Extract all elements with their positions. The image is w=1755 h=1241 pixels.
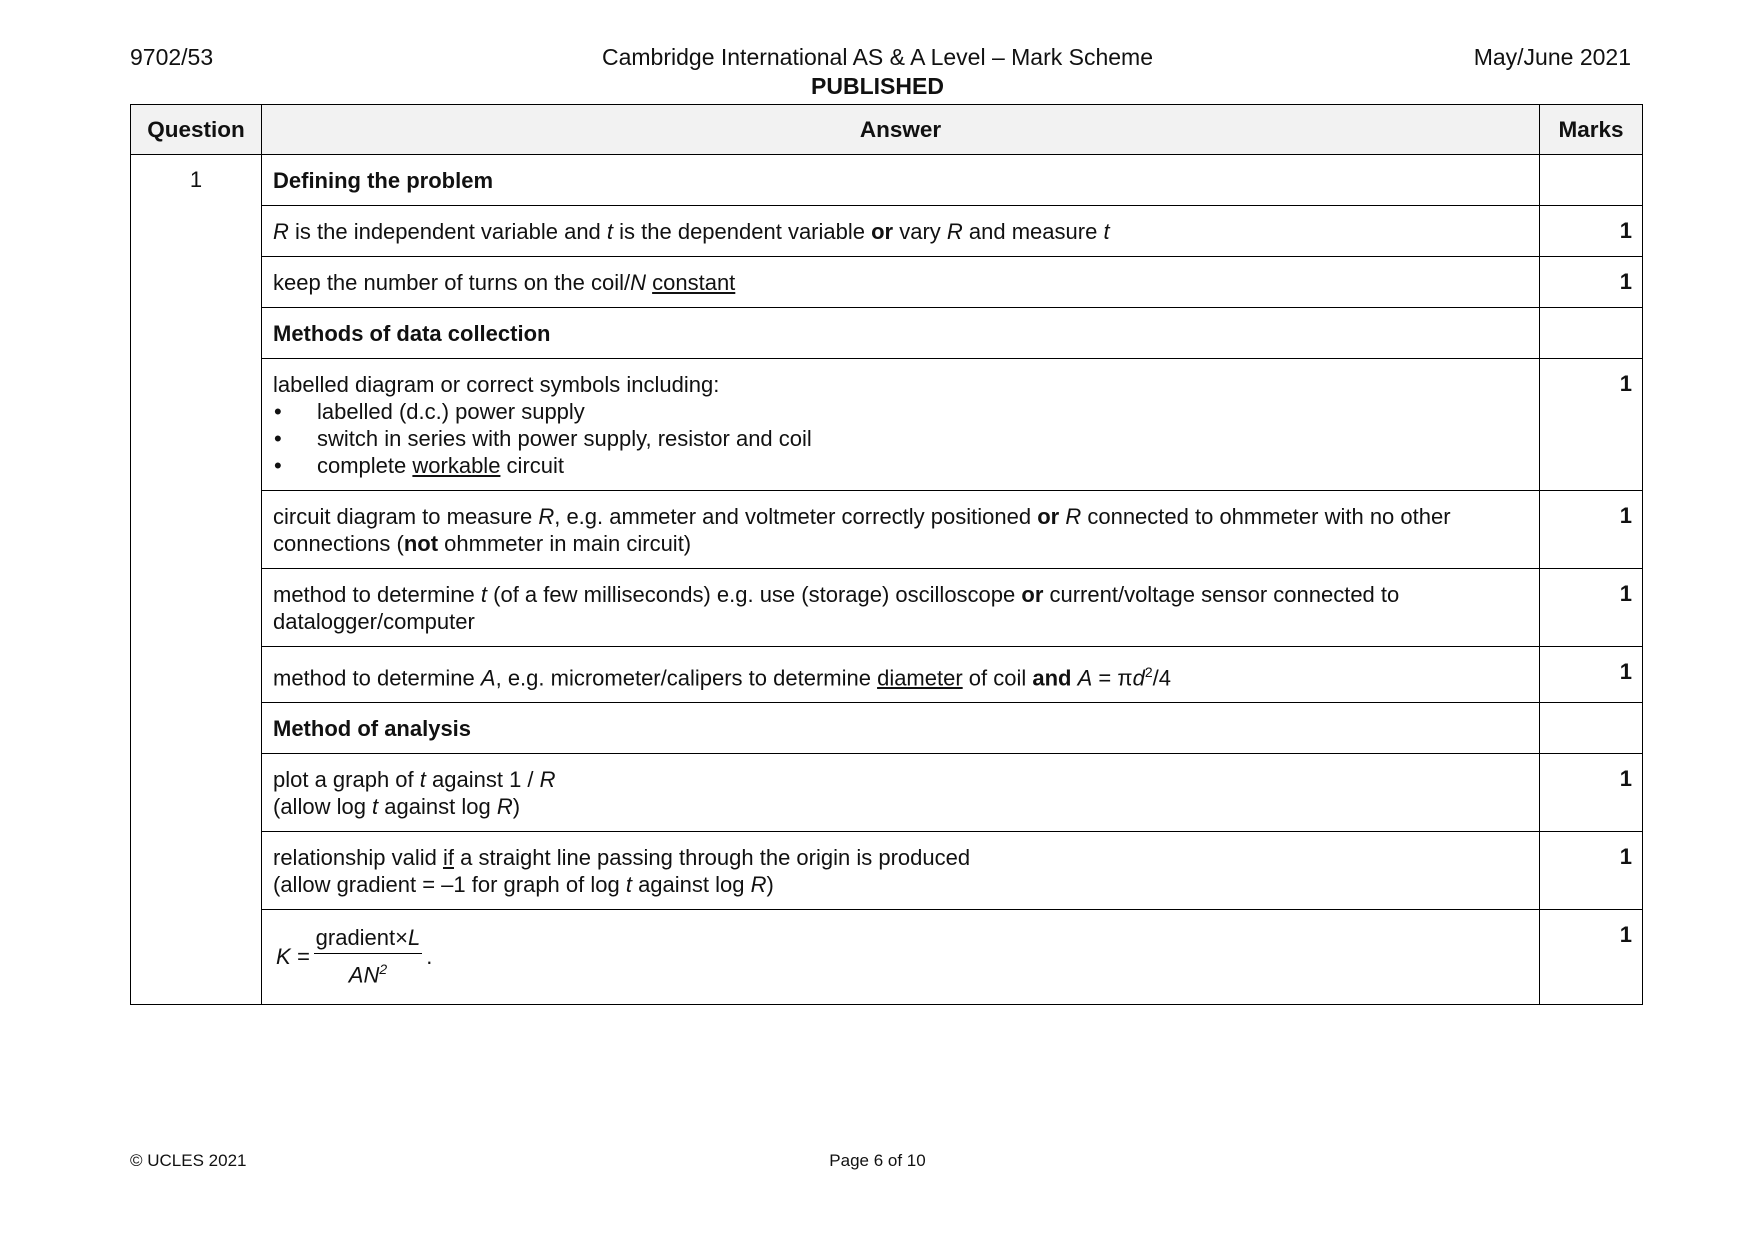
section-row-methods bbox=[131, 308, 1643, 359]
answer-cell bbox=[262, 910, 1540, 1004]
table-row bbox=[131, 257, 1643, 308]
marks-cell: 1 bbox=[1540, 569, 1643, 647]
question-number: 1 bbox=[131, 155, 262, 1005]
answer-cell: R is the independent variable and t is the dependent variable or vary R and measure t bbox=[262, 206, 1540, 257]
paper-code: 9702/53 bbox=[130, 44, 214, 70]
column-header-answer: Answer bbox=[262, 105, 1540, 155]
section-heading-defining: Defining the problem bbox=[262, 155, 1540, 206]
column-header-question: Question bbox=[131, 105, 262, 155]
table-row bbox=[131, 910, 1643, 1004]
marks-cell: 1 bbox=[1540, 491, 1643, 569]
table-header-row bbox=[131, 105, 1643, 155]
formula: K = $\frac{\text{gradient×L}}{AN^2}$ . bbox=[276, 925, 433, 988]
bullet-list bbox=[273, 398, 1529, 479]
table-row bbox=[131, 569, 1643, 647]
marks-cell-empty bbox=[1540, 308, 1643, 359]
marks-cell: 1 bbox=[1540, 647, 1643, 703]
marks-cell: 1 bbox=[1540, 910, 1643, 1004]
copyright-notice: © UCLES 2021 bbox=[130, 1151, 247, 1170]
marks-cell: 1 bbox=[1540, 754, 1643, 832]
marks-cell: 1 bbox=[1540, 359, 1643, 491]
answer-intro: labelled diagram or correct symbols including: bbox=[273, 372, 720, 397]
marks-cell: 1 bbox=[1540, 257, 1643, 308]
section-heading-analysis: Method of analysis bbox=[262, 703, 1540, 754]
page-number: Page 6 of 10 bbox=[829, 1151, 926, 1170]
table-row bbox=[131, 206, 1643, 257]
marks-cell: 1 bbox=[1540, 206, 1643, 257]
answer-cell: method to determine t (of a few milliseconds) e.g. use (storage) oscilloscope or current/voltage sensor connected to datalogger/computer bbox=[262, 569, 1540, 647]
answer-cell bbox=[262, 359, 1540, 491]
marks-cell-empty bbox=[1540, 703, 1643, 754]
title-text: Cambridge International AS & A Level – Mark Scheme bbox=[601, 44, 1154, 70]
answer-cell: method to determine A, e.g. micrometer/calipers to determine diameter of coil and $A = \pi d^2/4$ bbox=[262, 647, 1540, 703]
table-row bbox=[131, 754, 1643, 832]
table-row bbox=[131, 832, 1643, 910]
section-row-defining bbox=[131, 155, 1643, 206]
answer-cell: relationship valid if a straight line passing through the origin is produced (allow gradient = –1 for graph of log t against log R) bbox=[262, 832, 1540, 910]
list-item: • complete workable circuit bbox=[273, 452, 1529, 479]
section-heading-methods: Methods of data collection bbox=[262, 308, 1540, 359]
table-row bbox=[131, 359, 1643, 491]
table-row bbox=[131, 491, 1643, 569]
exam-session: May/June 2021 bbox=[1473, 44, 1631, 70]
answer-cell: plot a graph of t against 1 / R (allow log t against log R) bbox=[262, 754, 1540, 832]
list-item: • switch in series with power supply, resistor and coil bbox=[273, 425, 1529, 452]
table-row bbox=[131, 647, 1643, 703]
column-header-marks: Marks bbox=[1540, 105, 1643, 155]
mark-scheme-table bbox=[130, 104, 1643, 1005]
marks-cell: 1 bbox=[1540, 832, 1643, 910]
section-row-analysis bbox=[131, 703, 1643, 754]
list-item: • labelled (d.c.) power supply bbox=[273, 398, 1529, 425]
answer-cell: circuit diagram to measure R, e.g. ammeter and voltmeter correctly positioned or R connected to ohmmeter with no other connections (not ohmmeter in main circuit) bbox=[262, 491, 1540, 569]
answer-cell: keep the number of turns on the coil/N constant bbox=[262, 257, 1540, 308]
marks-cell-empty bbox=[1540, 155, 1643, 206]
published-label: PUBLISHED bbox=[811, 73, 944, 99]
